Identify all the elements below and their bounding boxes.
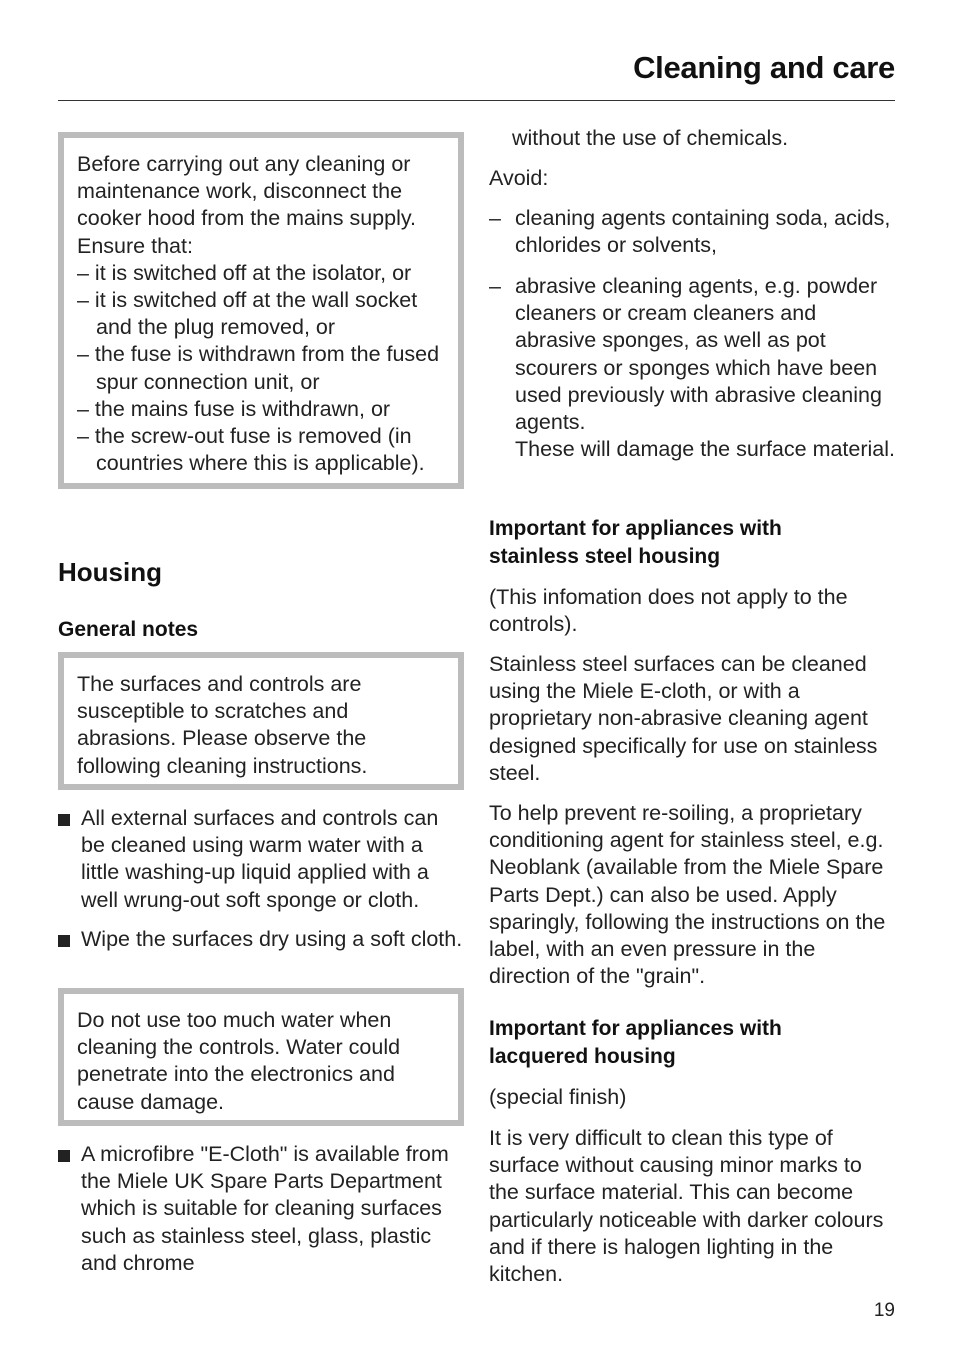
bullet-item bbox=[58, 926, 464, 953]
warning-ensure: Ensure that: bbox=[77, 233, 193, 258]
warning-item: – it is switched off at the isolator, or bbox=[77, 260, 412, 285]
avoid-item-text: abrasive cleaning agents, e.g. powder cleaners or cream cleaners and abrasive sponges, as well as pot scourers or sponges which have been used previously with abrasive cleaning agents. bbox=[515, 274, 882, 435]
dash-marker: – bbox=[489, 274, 501, 298]
title-divider bbox=[58, 100, 895, 101]
square-bullet-icon bbox=[58, 935, 70, 947]
stainless-paragraph: (This infomation does not apply to the controls). bbox=[489, 585, 848, 637]
lacquered-heading: Important for appliances with lacquered housing bbox=[489, 1017, 782, 1068]
warning-item: – the mains fuse is withdrawn, or bbox=[77, 396, 391, 421]
lacquered-paragraph: It is very difficult to clean this type of surface without causing minor marks to the surface material. This can become particularly noticeable with darker colours and if there is halogen lighting in the kitchen. bbox=[489, 1126, 884, 1287]
bullet-text: A microfibre "E-Cloth" is available from the Miele UK Spare Parts Department which is suitable for cleaning surfaces such as stainless steel, glass, plastic and chrome bbox=[81, 1142, 449, 1275]
avoid-item-text: cleaning agents containing soda, acids, chlorides or solvents, bbox=[515, 206, 891, 258]
water-notice-text: Do not use too much water when cleaning the controls. Water could penetrate into the electronics and cause damage. bbox=[77, 1008, 401, 1114]
bullet-text: Wipe the surfaces dry using a soft cloth. bbox=[81, 927, 463, 951]
stainless-paragraph: Stainless steel surfaces can be cleaned using the Miele E-cloth, or with a proprietary non-abrasive cleaning agent designed specifically for use on stainless steel. bbox=[489, 652, 878, 785]
square-bullet-icon bbox=[58, 814, 70, 826]
dash-marker: – bbox=[489, 206, 501, 230]
surface-notice-box bbox=[58, 652, 464, 790]
bullet-item bbox=[58, 805, 464, 914]
warning-intro: Before carrying out any cleaning or maintenance work, disconnect the cooker hood from the mains supply. bbox=[77, 152, 416, 231]
stainless-heading: Important for appliances with stainless steel housing bbox=[489, 517, 782, 568]
lacquered-paragraph: (special finish) bbox=[489, 1085, 627, 1109]
avoid-note: These will damage the surface material. bbox=[515, 437, 896, 462]
warning-item: – the fuse is withdrawn from the fused spur connection unit, or bbox=[77, 342, 440, 394]
bullet-text: All external surfaces and controls can be cleaned using warm water with a little washing-up liquid applied with a well wrung-out soft sponge or cloth. bbox=[81, 806, 439, 912]
bullet-item bbox=[58, 1141, 464, 1277]
avoid-label: Avoid: bbox=[489, 166, 549, 190]
square-bullet-icon bbox=[58, 1150, 70, 1162]
water-notice-box bbox=[58, 988, 464, 1126]
safety-warning-box bbox=[58, 132, 464, 489]
housing-heading: Housing bbox=[58, 557, 162, 587]
avoid-item bbox=[489, 273, 895, 463]
warning-item: – the screw-out fuse is removed (in countries where this is applicable). bbox=[77, 424, 425, 476]
warning-item: – it is switched off at the wall socket and the plug removed, or bbox=[77, 288, 418, 340]
general-notes-heading: General notes bbox=[58, 618, 199, 641]
continuation-text: without the use of chemicals. bbox=[512, 126, 789, 150]
stainless-paragraph: To help prevent re-soiling, a proprietary conditioning agent for stainless steel, e.g. Neoblank (available from the Miele Spare Parts Dept.) can also be used. Apply sparingly, following the instructions on the label, with an even pressure in the direction of the "grain". bbox=[489, 801, 886, 989]
page-number: 19 bbox=[873, 1300, 895, 1321]
surface-notice-text: The surfaces and controls are susceptible to scratches and abrasions. Please observe the following cleaning instructions. bbox=[77, 672, 368, 778]
page-title: Cleaning and care bbox=[633, 50, 895, 85]
avoid-item bbox=[489, 205, 895, 259]
